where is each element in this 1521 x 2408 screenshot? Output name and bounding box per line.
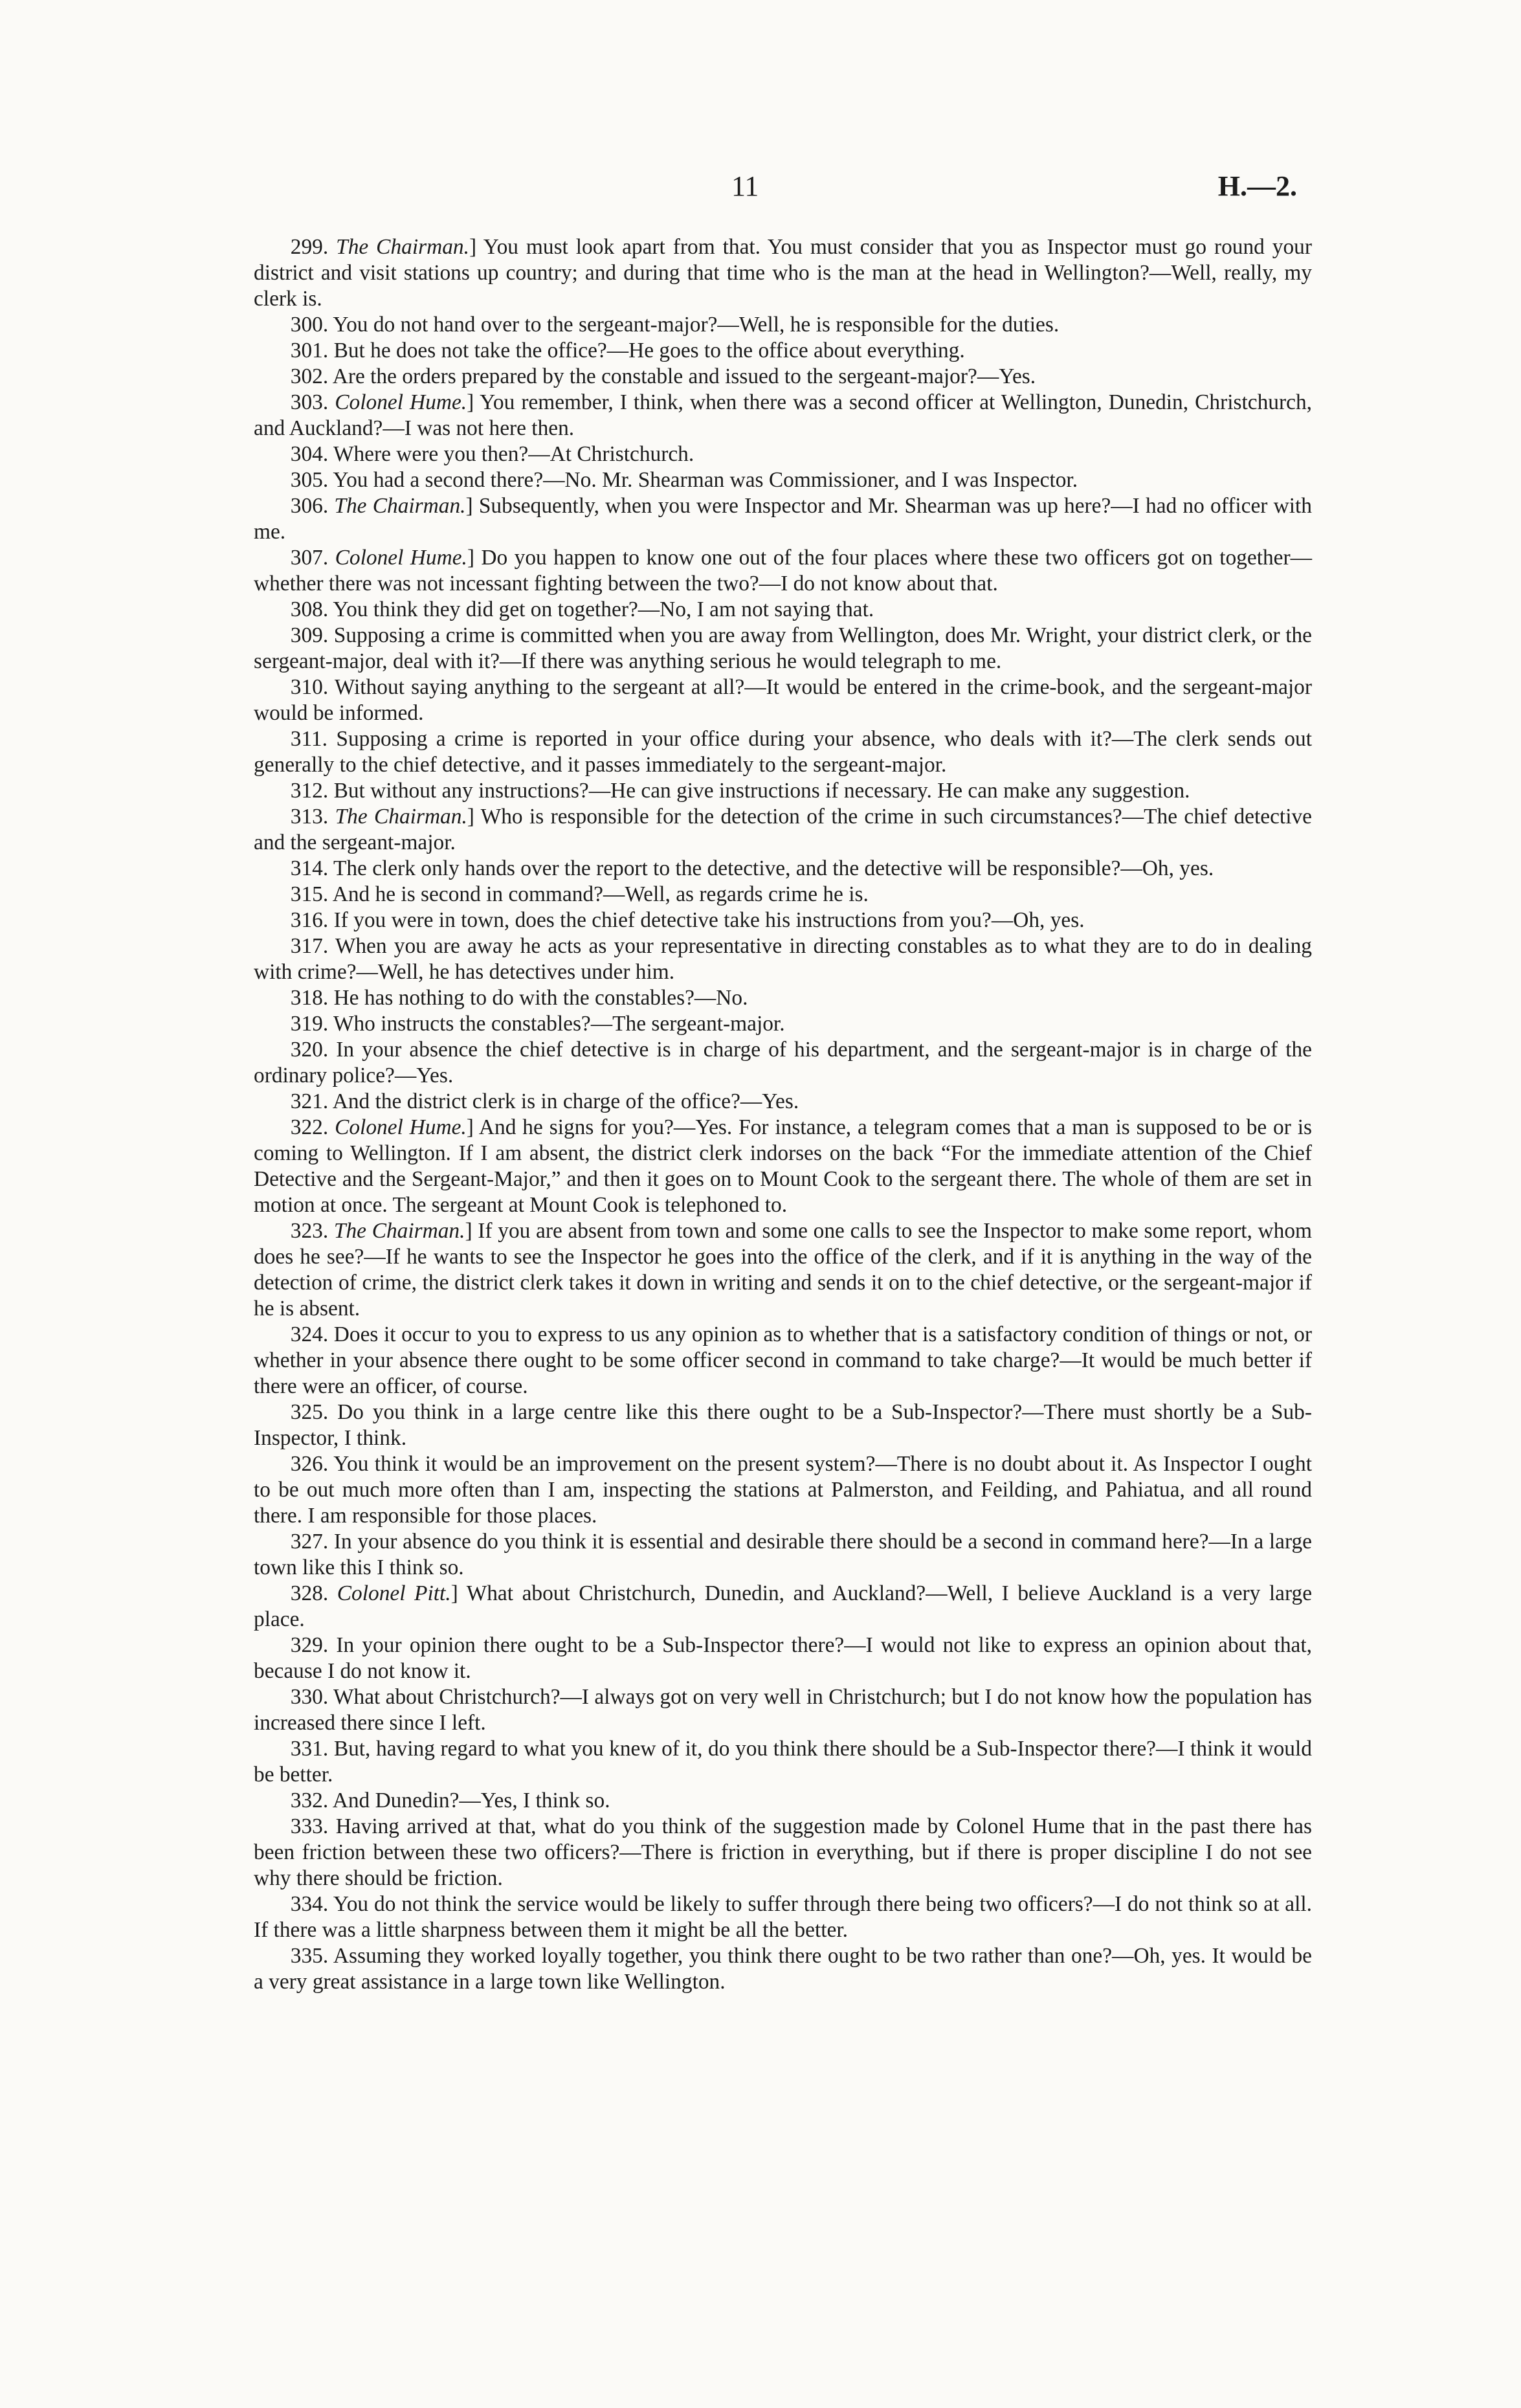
question-number: 315. [290, 882, 329, 906]
question-number: 320. [290, 1038, 329, 1062]
question-number: 324. [290, 1322, 329, 1346]
testimony-text: Where were you then?—At Christchurch. [333, 442, 694, 466]
question-number: 309. [290, 623, 329, 647]
question-number: 310. [290, 675, 329, 699]
testimony-text: You remember, I think, when there was a second officer at Wellington, Dunedin, Christchurch, and Auckland?—I was not here then. [254, 390, 1312, 440]
document-reference: H.—2. [1217, 170, 1297, 202]
question-number: 304. [290, 442, 329, 466]
question-number: 322. [290, 1115, 329, 1139]
testimony-paragraph [254, 1684, 1312, 1736]
question-number: 306. [290, 494, 329, 518]
testimony-paragraph [254, 1736, 1312, 1788]
question-number: 325. [290, 1400, 329, 1424]
testimony-paragraph [254, 1399, 1312, 1451]
testimony-text: If you are absent from town and some one calls to see the Inspector to make some report, whom does he see?—If he wants to see the Inspector he goes into the office of the clerk, and if it is anything in the way of the detection of crime, the district clerk takes it down in writing and sends it on to the chief detective, or the sergeant-major if he is absent. [254, 1219, 1312, 1321]
testimony-text: Supposing a crime is committed when you are away from Wellington, does Mr. Wright, your district clerk, or the sergeant-major, deal with it?—If there was anything serious he would telegraph to me. [254, 623, 1312, 673]
testimony-paragraph [254, 1633, 1312, 1684]
speaker-name: The Chairman. [333, 1219, 465, 1243]
testimony-text: And Dunedin?—Yes, I think so. [332, 1789, 610, 1812]
testimony-text: In your opinion there ought to be a Sub-Inspector there?—I would not like to express an opinion about that, because I do not know it. [254, 1633, 1312, 1683]
testimony-text: Are the orders prepared by the constable and issued to the sergeant-major?—Yes. [332, 364, 1036, 388]
testimony-text: Subsequently, when you were Inspector and Mr. Shearman was up here?—I had no officer with me. [254, 494, 1312, 544]
question-number: 313. [290, 805, 329, 829]
question-number: 333. [290, 1814, 329, 1838]
testimony-paragraph [254, 623, 1312, 674]
testimony-text: Do you happen to know one out of the four places where these two officers got on together—whether there was not incessant fighting between the two?—I do not know about that. [254, 546, 1312, 596]
testimony-paragraph [254, 597, 1312, 623]
testimony-paragraph: 299. The Chairman.] You must look apart from that. You must consider that you as Inspector must go round your district and visit stations up country; and during that time who is the man at the head in Wellington?—Well, really, my clerk is. [254, 235, 1312, 311]
testimony-text: Assuming they worked loyally together, you think there ought to be two rather than one?—Oh, yes. It would be a very great assistance in a large town like Wellington. [254, 1944, 1312, 1994]
question-number: 323. [290, 1219, 329, 1243]
testimony-paragraph [254, 364, 1312, 390]
testimony-paragraph [254, 1529, 1312, 1581]
testimony-text: The clerk only hands over the report to the detective, and the detective will be responsible?—Oh, yes. [333, 856, 1214, 880]
question-number: 319. [290, 1012, 329, 1036]
question-number: 314. [290, 856, 329, 880]
testimony-paragraph [254, 441, 1312, 467]
testimony-text: Do you think in a large centre like this there ought to be a Sub-Inspector?—There must shortly be a Sub-Inspector, I think. [254, 1400, 1313, 1450]
question-number: 330. [290, 1685, 329, 1709]
question-number: 329. [290, 1633, 329, 1657]
question-number: 326. [290, 1452, 329, 1476]
testimony-text: But he does not take the office?—He goes to the office about everything. [333, 339, 965, 362]
question-number: 316. [290, 908, 329, 932]
question-number: 299. [290, 235, 329, 259]
testimony-paragraph [254, 312, 1312, 338]
question-number: 331. [290, 1737, 329, 1761]
testimony-paragraph: 328. Colonel Pitt.] What about Christchurch, Dunedin, and Auckland?—Well, I believe Auckland is a very large place. [254, 1581, 1313, 1631]
testimony-text: Supposing a crime is reported in your office during your absence, who deals with it?—The clerk sends out generally to the chief detective, and it passes immediately to the sergeant-major. [254, 727, 1312, 777]
testimony-text: Who instructs the constables?—The sergeant-major. [333, 1012, 785, 1036]
testimony-paragraph [254, 1089, 1312, 1115]
testimony-paragraph: 313. The Chairman.] Who is responsible for the detection of the crime in such circumstances?—The chief detective and the sergeant-major. [254, 805, 1312, 854]
testimony-text: What about Christchurch, Dunedin, and Auckland?—Well, I believe Auckland is a very large place. [254, 1581, 1313, 1631]
testimony-body [254, 234, 1312, 1995]
testimony-paragraph [254, 1814, 1312, 1891]
testimony-text: He has nothing to do with the constables?—No. [333, 986, 748, 1010]
testimony-paragraph [254, 338, 1312, 364]
testimony-text: Does it occur to you to express to us any opinion as to whether that is a satisfactory condition of things or not, or whether in your absence there ought to be some officer second in command to take charge?—It would be much better if there were an officer, of course. [254, 1322, 1312, 1398]
question-number: 303. [290, 390, 329, 414]
testimony-text: And the district clerk is in charge of the office?—Yes. [332, 1089, 799, 1113]
testimony-paragraph [254, 908, 1312, 933]
testimony-text: In your absence do you think it is essential and desirable there should be a second in command here?—In a large town like this I think so. [254, 1530, 1312, 1579]
question-number: 302. [290, 364, 329, 388]
testimony-text: Who is responsible for the detection of the crime in such circumstances?—The chief detective and the sergeant-major. [254, 805, 1312, 854]
testimony-text: And he signs for you?—Yes. For instance, a telegram comes that a man is supposed to be or is coming to Wellington. If I am absent, the district clerk indorses on the back “For the immediate attention of the Chief Detective and the Sergeant-Major,” and then it goes on to Mount Cook to the sergeant there. The whole of them are set in motion at once. The sergeant at Mount Cook is telephoned to. [254, 1115, 1312, 1217]
testimony-paragraph [254, 1451, 1312, 1529]
testimony-paragraph [254, 933, 1312, 985]
question-number: 305. [290, 468, 329, 492]
testimony-text: But without any instructions?—He can give instructions if necessary. He can make any suggestion. [333, 779, 1190, 803]
testimony-paragraph [254, 856, 1312, 882]
testimony-text: You must look apart from that. You must consider that you as Inspector must go round your district and visit stations up country; and during that time who is the man at the head in Wellington?—Well, really, my clerk is. [254, 235, 1312, 311]
testimony-paragraph: 306. The Chairman.] Subsequently, when you were Inspector and Mr. Shearman was up here?—I had no officer with me. [254, 494, 1312, 544]
speaker-name: Colonel Hume. [335, 546, 467, 570]
page-number: 11 [731, 170, 759, 202]
testimony-paragraph [254, 882, 1312, 908]
question-number: 312. [290, 779, 329, 803]
question-number: 332. [290, 1789, 329, 1812]
question-number: 335. [290, 1944, 329, 1968]
testimony-paragraph: 307. Colonel Hume.] Do you happen to know one out of the four places where these two officers got on together—whether there was not incessant fighting between the two?—I do not know about that. [254, 546, 1312, 596]
question-number: 318. [290, 986, 329, 1010]
speaker-name: Colonel Hume. [335, 390, 467, 414]
testimony-paragraph [254, 778, 1312, 804]
testimony-text: You think they did get on together?—No, I am not saying that. [333, 597, 874, 621]
testimony-text: What about Christchurch?—I always got on very well in Christchurch; but I do not know how the population has increased there since I left. [254, 1685, 1313, 1735]
question-number: 334. [290, 1892, 329, 1916]
speaker-name: Colonel Hume. [335, 1115, 467, 1139]
testimony-text: In your absence the chief detective is in charge of his department, and the sergeant-major is in charge of the ordinary police?—Yes. [254, 1038, 1312, 1087]
question-number: 301. [290, 339, 329, 362]
testimony-paragraph [254, 467, 1312, 493]
testimony-paragraph: 323. The Chairman.] If you are absent from town and some one calls to see the Inspector to make some report, whom does he see?—If he wants to see the Inspector he goes into the office of the clerk, and if it is anything in the way of the detection of crime, the district clerk takes it down in writing and sends it on to the chief detective, or the sergeant-major if he is absent. [254, 1219, 1312, 1321]
speaker-name: The Chairman. [334, 494, 466, 518]
testimony-text: But, having regard to what you knew of it, do you think there should be a Sub-Inspector there?—I think it would be better. [254, 1737, 1312, 1787]
question-number: 308. [290, 597, 329, 621]
testimony-text: If you were in town, does the chief detective take his instructions from you?—Oh, yes. [333, 908, 1085, 932]
testimony-paragraph: 303. Colonel Hume.] You remember, I think, when there was a second officer at Wellington, Dunedin, Christchurch, and Auckland?—I was not here then. [254, 390, 1312, 440]
question-number: 300. [290, 313, 329, 337]
testimony-paragraph [254, 726, 1312, 778]
testimony-paragraph [254, 1943, 1312, 1995]
testimony-paragraph [254, 1788, 1312, 1814]
speaker-name: The Chairman. [336, 235, 469, 259]
speaker-name: Colonel Pitt. [337, 1581, 451, 1605]
testimony-text: Having arrived at that, what do you think of the suggestion made by Colonel Hume that in the past there has been friction between these two officers?—There is friction in everything, but if there is proper discipline I do not see why there should be friction. [254, 1814, 1312, 1890]
testimony-paragraph [254, 985, 1312, 1011]
testimony-text: You had a second there?—No. Mr. Shearman was Commissioner, and I was Inspector. [333, 468, 1078, 492]
testimony-text: And he is second in command?—Well, as regards crime he is. [332, 882, 869, 906]
testimony-paragraph [254, 674, 1312, 726]
question-number: 317. [290, 934, 329, 958]
testimony-paragraph [254, 1322, 1312, 1399]
testimony-paragraph: 322. Colonel Hume.] And he signs for you?—Yes. For instance, a telegram comes that a man is supposed to be or is coming to Wellington. If I am absent, the district clerk indorses on the back “For the immediate attention of the Chief Detective and the Sergeant-Major,” and then it goes on to Mount Cook to the sergeant there. The whole of them are set in motion at once. The sergeant at Mount Cook is telephoned to. [254, 1115, 1312, 1217]
testimony-text: Without saying anything to the sergeant at all?—It would be entered in the crime-book, and the sergeant-major would be informed. [254, 675, 1312, 725]
question-number: 328. [290, 1581, 329, 1605]
testimony-text: You think it would be an improvement on the present system?—There is no doubt about it. As Inspector I ought to be out much more often than I am, inspecting the stations at Palmerston, and Feilding, and Pahiatua, and all round there. I am responsible for those places. [254, 1452, 1312, 1528]
testimony-text: When you are away he acts as your representative in directing constables as to what they are to do in dealing with crime?—Well, he has detectives under him. [254, 934, 1312, 984]
question-number: 327. [290, 1530, 329, 1554]
question-number: 307. [290, 546, 329, 570]
testimony-text: You do not think the service would be likely to suffer through there being two officers?—I do not think so at all. If there was a little sharpness between them it might be all the better. [254, 1892, 1313, 1942]
testimony-text: You do not hand over to the sergeant-major?—Well, he is responsible for the duties. [333, 313, 1060, 337]
question-number: 311. [290, 727, 328, 751]
speaker-name: The Chairman. [335, 805, 467, 829]
testimony-paragraph [254, 1037, 1312, 1089]
question-number: 321. [290, 1089, 329, 1113]
testimony-paragraph [254, 1011, 1312, 1037]
testimony-paragraph [254, 1891, 1312, 1943]
